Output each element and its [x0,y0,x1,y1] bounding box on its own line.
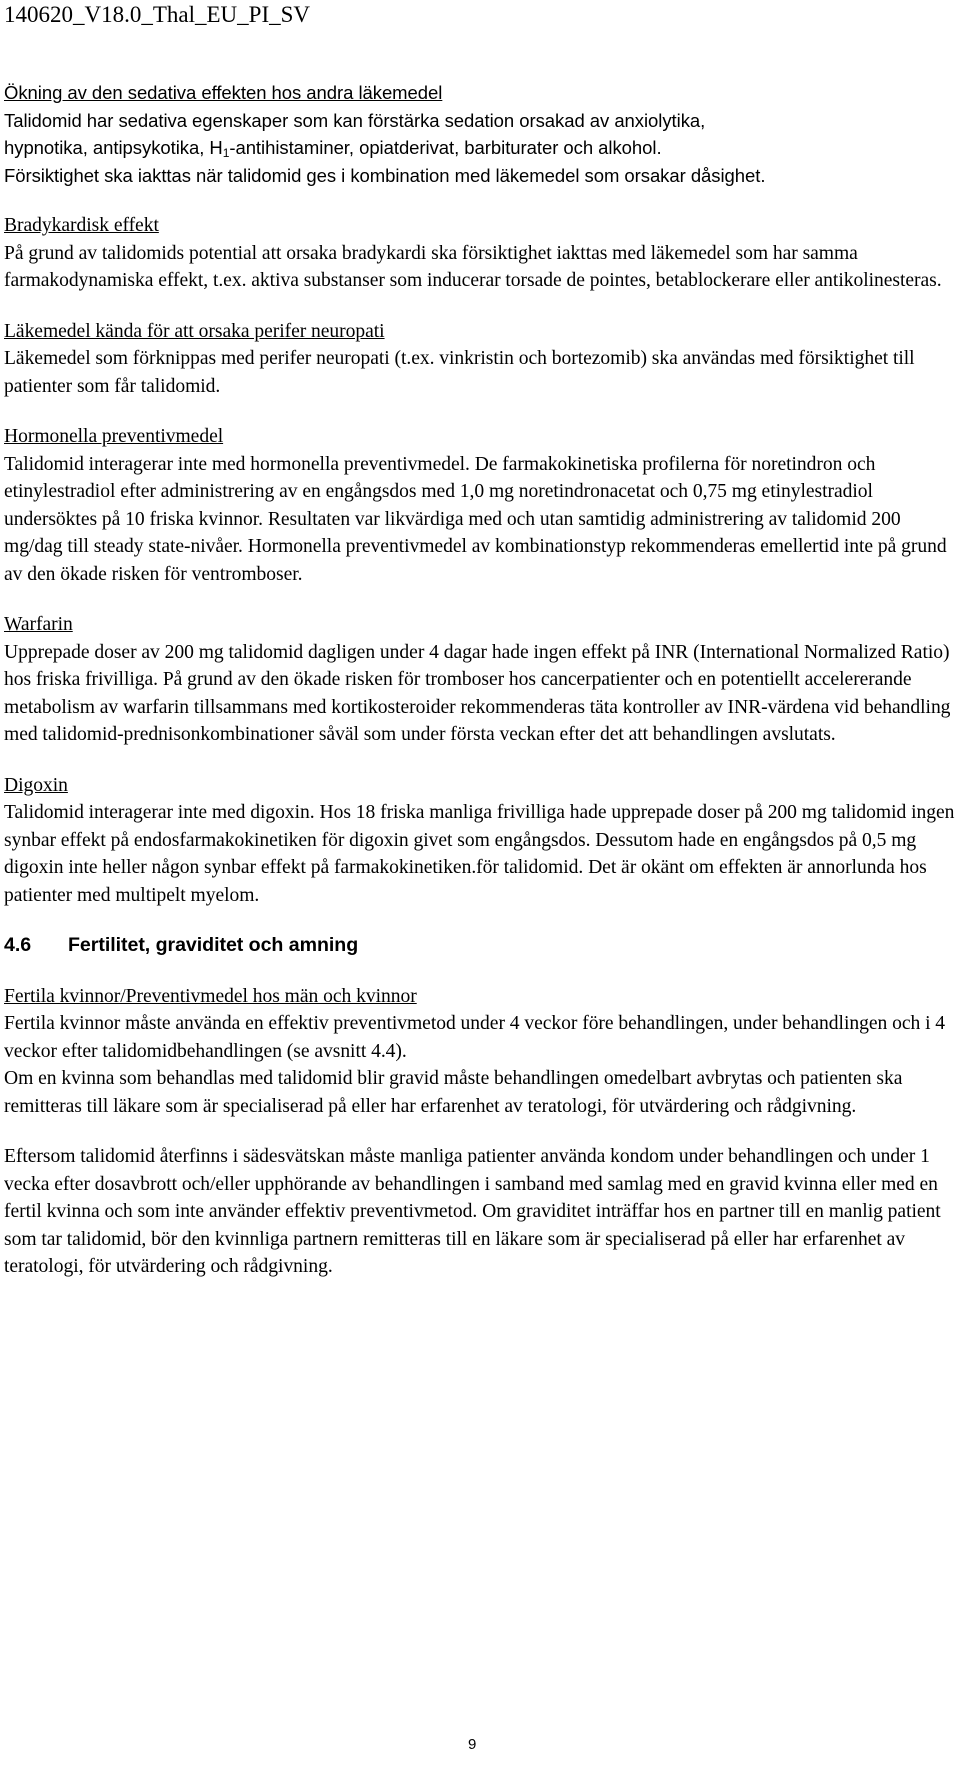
paragraph: Talidomid interagerar inte med digoxin. Hos 18 friska manliga frivilliga hade upprepade doser på 200 mg talidomid ingen synbar effekt på endosfarmakokinetiken för digoxin givet som engångsdos. Dessutom hade en engångsdos på 0,5 mg digoxin inte heller någon synbar effekt på farmakokinetiken.för talidomid. Det är okänt om effekten är annorlunda hos patienter med multipelt myelom. [4,802,955,906]
section-4-6-title [4,932,956,960]
paragraph: På grund av talidomids potential att orsaka bradykardi ska försiktighet iakttas med läkemedel som har samma farmakodynamiska effekt, t.ex. aktiva substanser som inducerar torsade de pointes, betablockerare eller antikolinesteras. [4,242,942,291]
section-heading: Fertila kvinnor/Preventivmedel hos män och kvinnor [4,985,417,1007]
paragraph-line: Försiktighet ska iakttas när talidomid ges i kombination med läkemedel som orsakar dåsighet. [4,164,766,186]
section-hormonella [4,423,956,588]
text-fragment: -antihistaminer, opiatderivat, barbiturater och alkohol. [229,137,662,158]
section-sedative [4,79,956,189]
text-fragment: hypnotika, antipsykotika, H [4,137,223,158]
paragraph: Talidomid interagerar inte med hormonella preventivmedel. De farmakokinetiska profilerna för noretindron och etinylestradiol efter administrering av en engångsdos med 1,0 mg noretindronacetat och 0,75 mg etinylestradiol undersöktes på 10 friska kvinnor. Resultaten var likvärdiga med och utan samtidig administrering av talidomid 200 mg/dag till steady state-nivåer. Hormonella preventivmedel av kombinationstyp rekommenderas emellertid inte på grund av den ökade risken för ventromboser. [4,453,947,585]
section-heading: Läkemedel kända för att orsaka perifer neuropati [4,320,385,342]
paragraph: Fertila kvinnor måste använda en effektiv preventivmetod under 4 veckor före behandlingen, under behandlingen och i 4 veckor efter talidomidbehandlingen (se avsnitt 4.4). [4,1013,946,1062]
section-fertila [4,983,956,1121]
paragraph: Eftersom talidomid återfinns i sädesvätskan måste manliga patienter använda kondom under behandlingen och under 1 vecka efter dosavbrott och/eller upphörande av behandlingen i samband med samlag med en gravid kvinna eller med en fertil kvinna och som inte använder effektiv preventivmetod. Om graviditet inträffar hos en partner till en manlig patient som tar talidomid, bör den kvinnliga partnern remitteras till en läkare som är specialiserad på eller har erfarenhet av teratologi, för utvärdering och rådgivning. [4,1146,941,1277]
section-heading: Hormonella preventivmedel [4,426,224,447]
paragraph: Läkemedel som förknippas med perifer neuropati (t.ex. vinkristin och bortezomib) ska användas med försiktighet till patienter som får talidomid. [4,348,915,397]
section-number: 4.6 [4,934,32,956]
section-bradykardi [4,212,956,295]
paragraph-line: Talidomid har sedativa egenskaper som kan förstärka sedation orsakad av anxiolytika, [4,109,706,131]
section-warfarin [4,611,956,749]
document-id: 140620_V18.0_Thal_EU_PI_SV [4,2,311,27]
page-number: 9 [468,1736,477,1753]
section-title-text: Fertilitet, graviditet och amning [68,934,359,956]
paragraph-line [4,134,956,162]
subscript: 1 [222,146,230,160]
paragraph: Om en kvinna som behandlas med talidomid blir gravid måste behandlingen omedelbart avbrytas och patienten ska remitteras till läkare som är specialiserad på eller har erfarenhet av teratologi, för utvärdering och rådgivning. [4,1068,903,1117]
section-heading: Ökning av den sedativa effekten hos andra läkemedel [4,82,443,103]
section-heading: Digoxin [4,774,68,796]
section-man [4,1143,956,1281]
section-heading: Bradykardisk effekt [4,215,159,236]
section-digoxin [4,772,956,910]
section-neuropati [4,318,956,401]
document-body [4,79,956,1304]
section-heading: Warfarin [4,614,73,635]
paragraph: Upprepade doser av 200 mg talidomid dagligen under 4 dagar hade ingen effekt på INR (International Normalized Ratio) hos friska frivilliga. På grund av den ökade risken för tromboser hos cancerpatienter och en potentiellt accelererande metabolism av warfarin tillsammans med kortikosteroider rekommenderas täta kontroller av INR-värdena vid behandling med talidomid-prednisonkombinationer såväl som under första veckan efter det att behandlingen avslutats. [4,641,951,745]
